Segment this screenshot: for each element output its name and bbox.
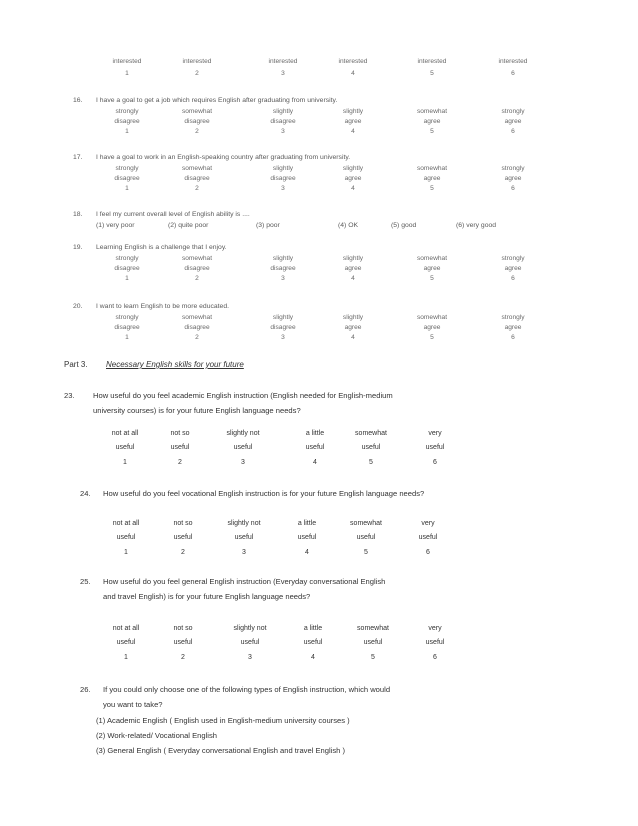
scale-label: disagree xyxy=(184,175,210,182)
question-number: 26. xyxy=(80,685,91,694)
scale-label: useful xyxy=(173,639,193,646)
scale-label: very xyxy=(421,520,435,527)
scale-label: slightly not xyxy=(233,625,267,632)
scale-label: useful xyxy=(297,534,317,541)
answer-option: (3) poor xyxy=(256,222,280,229)
scale-number: 5 xyxy=(430,70,434,77)
scale-label: not at all xyxy=(112,625,140,632)
scale-label: a little xyxy=(297,520,317,527)
scale-number: 2 xyxy=(181,549,185,556)
scale-number: 5 xyxy=(371,654,375,661)
scale-label: slightly xyxy=(272,165,294,172)
scale-label: useful xyxy=(116,639,136,646)
scale-number: 3 xyxy=(242,549,246,556)
scale-number: 6 xyxy=(511,334,515,341)
question-number: 18. xyxy=(73,211,83,218)
scale-label: useful xyxy=(170,444,190,451)
scale-label: useful xyxy=(234,534,254,541)
scale-label: strongly xyxy=(501,165,525,172)
scale-label: agree xyxy=(344,118,362,125)
scale-number: 5 xyxy=(364,549,368,556)
question-number: 25. xyxy=(80,577,91,586)
scale-number: 1 xyxy=(125,70,129,77)
scale-label: agree xyxy=(504,118,522,125)
scale-label: disagree xyxy=(270,265,296,272)
scale-label: agree xyxy=(504,265,522,272)
question-text: I have a goal to work in an English-speaking country after graduating from university. xyxy=(96,154,351,161)
scale-label: slightly xyxy=(342,255,364,262)
scale-label: disagree xyxy=(184,324,210,331)
scale-label: not so xyxy=(173,520,193,527)
scale-label: disagree xyxy=(184,265,210,272)
scale-label: agree xyxy=(344,175,362,182)
scale-label: strongly xyxy=(501,108,525,115)
scale-label: strongly xyxy=(115,255,139,262)
scale-label: strongly xyxy=(501,255,525,262)
question-text: If you could only choose one of the following types of English instruction, which would xyxy=(103,685,391,694)
scale-number: 1 xyxy=(125,128,129,135)
scale-label: somewhat xyxy=(181,108,213,115)
scale-label: strongly xyxy=(115,108,139,115)
scale-label: useful xyxy=(363,639,383,646)
question-text: How useful do you feel general English instruction (Everyday conversational English xyxy=(103,577,386,586)
scale-number: 3 xyxy=(281,185,285,192)
scale-label: useful xyxy=(418,534,438,541)
scale-number: 4 xyxy=(351,128,355,135)
scale-label: interested xyxy=(338,58,368,65)
scale-number: 2 xyxy=(181,654,185,661)
answer-option: (2) quite poor xyxy=(168,222,209,229)
scale-label: slightly xyxy=(342,314,364,321)
answer-option: (1) very poor xyxy=(96,222,135,229)
scale-label: somewhat xyxy=(416,255,448,262)
question-text: you want to take? xyxy=(103,700,163,709)
scale-label: very xyxy=(428,430,442,437)
scale-label: agree xyxy=(344,265,362,272)
question-number: 20. xyxy=(73,303,83,310)
scale-number: 1 xyxy=(125,334,129,341)
scale-number: 4 xyxy=(313,459,317,466)
scale-number: 6 xyxy=(433,654,437,661)
scale-label: agree xyxy=(344,324,362,331)
scale-label: not so xyxy=(170,430,190,437)
scale-number: 6 xyxy=(511,70,515,77)
scale-number: 5 xyxy=(430,185,434,192)
scale-number: 3 xyxy=(248,654,252,661)
scale-number: 4 xyxy=(351,275,355,282)
scale-number: 5 xyxy=(369,459,373,466)
scale-label: useful xyxy=(303,639,323,646)
question-number: 17. xyxy=(73,154,83,161)
scale-number: 5 xyxy=(430,128,434,135)
question-number: 23. xyxy=(64,391,75,400)
answer-option: (4) OK xyxy=(338,222,359,229)
question-text: I have a goal to get a job which requires English after graduating from university. xyxy=(96,97,338,104)
scale-label: strongly xyxy=(115,314,139,321)
scale-label: somewhat xyxy=(416,314,448,321)
scale-label: useful xyxy=(425,639,445,646)
scale-number: 3 xyxy=(281,70,285,77)
scale-label: strongly xyxy=(501,314,525,321)
scale-label: disagree xyxy=(114,265,140,272)
scale-label: somewhat xyxy=(416,108,448,115)
scale-label: interested xyxy=(268,58,298,65)
scale-label: very xyxy=(428,625,442,632)
scale-label: disagree xyxy=(270,175,296,182)
scale-number: 3 xyxy=(281,275,285,282)
scale-number: 3 xyxy=(281,334,285,341)
scale-label: slightly xyxy=(342,165,364,172)
scale-label: agree xyxy=(504,175,522,182)
question-text: university courses) is for your future English language needs? xyxy=(93,406,301,415)
question-text: I want to learn English to be more educated. xyxy=(96,303,229,310)
scale-number: 2 xyxy=(195,334,199,341)
question-number: 24. xyxy=(80,489,91,498)
scale-label: not at all xyxy=(112,520,140,527)
scale-label: useful xyxy=(425,444,445,451)
scale-label: slightly not xyxy=(227,520,261,527)
scale-number: 4 xyxy=(351,185,355,192)
scale-number: 2 xyxy=(195,128,199,135)
scale-number: 4 xyxy=(311,654,315,661)
scale-label: not at all xyxy=(111,430,139,437)
scale-label: useful xyxy=(305,444,325,451)
question-text: How useful do you feel academic English instruction (English needed for English-medium xyxy=(93,391,393,400)
question-text: and travel English) is for your future English language needs? xyxy=(103,592,311,601)
scale-number: 3 xyxy=(281,128,285,135)
scale-label: slightly xyxy=(272,108,294,115)
scale-number: 5 xyxy=(430,334,434,341)
scale-label: agree xyxy=(423,175,441,182)
scale-label: useful xyxy=(115,444,135,451)
scale-number: 1 xyxy=(123,459,127,466)
answer-option: (6) very good xyxy=(456,222,497,229)
scale-label: somewhat xyxy=(181,314,213,321)
scale-number: 1 xyxy=(125,185,129,192)
scale-label: a little xyxy=(305,430,325,437)
scale-label: somewhat xyxy=(357,625,389,632)
scale-number: 3 xyxy=(241,459,245,466)
scale-label: interested xyxy=(417,58,447,65)
scale-label: disagree xyxy=(114,324,140,331)
scale-label: disagree xyxy=(270,324,296,331)
scale-label: useful xyxy=(356,534,376,541)
scale-label: somewhat xyxy=(355,430,387,437)
question-text: I feel my current overall level of English ability is .... xyxy=(96,211,250,218)
scale-label: somewhat xyxy=(350,520,382,527)
scale-label: useful xyxy=(173,534,193,541)
scale-number: 6 xyxy=(511,185,515,192)
scale-number: 2 xyxy=(195,275,199,282)
scale-label: disagree xyxy=(270,118,296,125)
scale-number: 5 xyxy=(430,275,434,282)
scale-label: useful xyxy=(240,639,260,646)
scale-number: 4 xyxy=(351,70,355,77)
scale-number: 6 xyxy=(426,549,430,556)
scale-label: slightly not xyxy=(226,430,260,437)
scale-number: 6 xyxy=(511,275,515,282)
scale-label: useful xyxy=(233,444,253,451)
scale-number: 1 xyxy=(125,275,129,282)
scale-label: agree xyxy=(423,118,441,125)
scale-label: disagree xyxy=(114,118,140,125)
question-number: 19. xyxy=(73,244,83,251)
scale-label: slightly xyxy=(272,314,294,321)
scale-number: 1 xyxy=(124,654,128,661)
scale-label: slightly xyxy=(342,108,364,115)
scale-label: agree xyxy=(504,324,522,331)
scale-label: somewhat xyxy=(416,165,448,172)
question-text: How useful do you feel vocational English instruction is for your future English language needs? xyxy=(103,489,425,498)
scale-label: strongly xyxy=(115,165,139,172)
scale-label: slightly xyxy=(272,255,294,262)
answer-choice: (2) Work-related/ Vocational English xyxy=(96,731,217,740)
scale-label: agree xyxy=(423,265,441,272)
scale-label: interested xyxy=(498,58,528,65)
scale-label: a little xyxy=(303,625,323,632)
scale-number: 6 xyxy=(511,128,515,135)
scale-label: not so xyxy=(173,625,193,632)
scale-label: agree xyxy=(423,324,441,331)
scale-number: 4 xyxy=(305,549,309,556)
question-text: Learning English is a challenge that I enjoy. xyxy=(96,244,227,251)
question-number: 16. xyxy=(73,97,83,104)
answer-choice: (1) Academic English ( English used in English-medium university courses ) xyxy=(96,716,350,725)
scale-number: 2 xyxy=(195,185,199,192)
scale-label: somewhat xyxy=(181,255,213,262)
part-label: Part 3. xyxy=(64,360,88,369)
scale-number: 1 xyxy=(124,549,128,556)
scale-label: useful xyxy=(116,534,136,541)
scale-number: 2 xyxy=(195,70,199,77)
scale-number: 2 xyxy=(178,459,182,466)
scale-number: 4 xyxy=(351,334,355,341)
answer-choice: (3) General English ( Everyday conversational English and travel English ) xyxy=(96,746,346,755)
scale-number: 6 xyxy=(433,459,437,466)
part-title: Necessary English skills for your future xyxy=(106,360,244,369)
scale-label: useful xyxy=(361,444,381,451)
scale-label: somewhat xyxy=(181,165,213,172)
scale-label: disagree xyxy=(114,175,140,182)
scale-label: interested xyxy=(182,58,212,65)
scale-label: interested xyxy=(112,58,142,65)
scale-label: disagree xyxy=(184,118,210,125)
answer-option: (5) good xyxy=(391,222,417,229)
